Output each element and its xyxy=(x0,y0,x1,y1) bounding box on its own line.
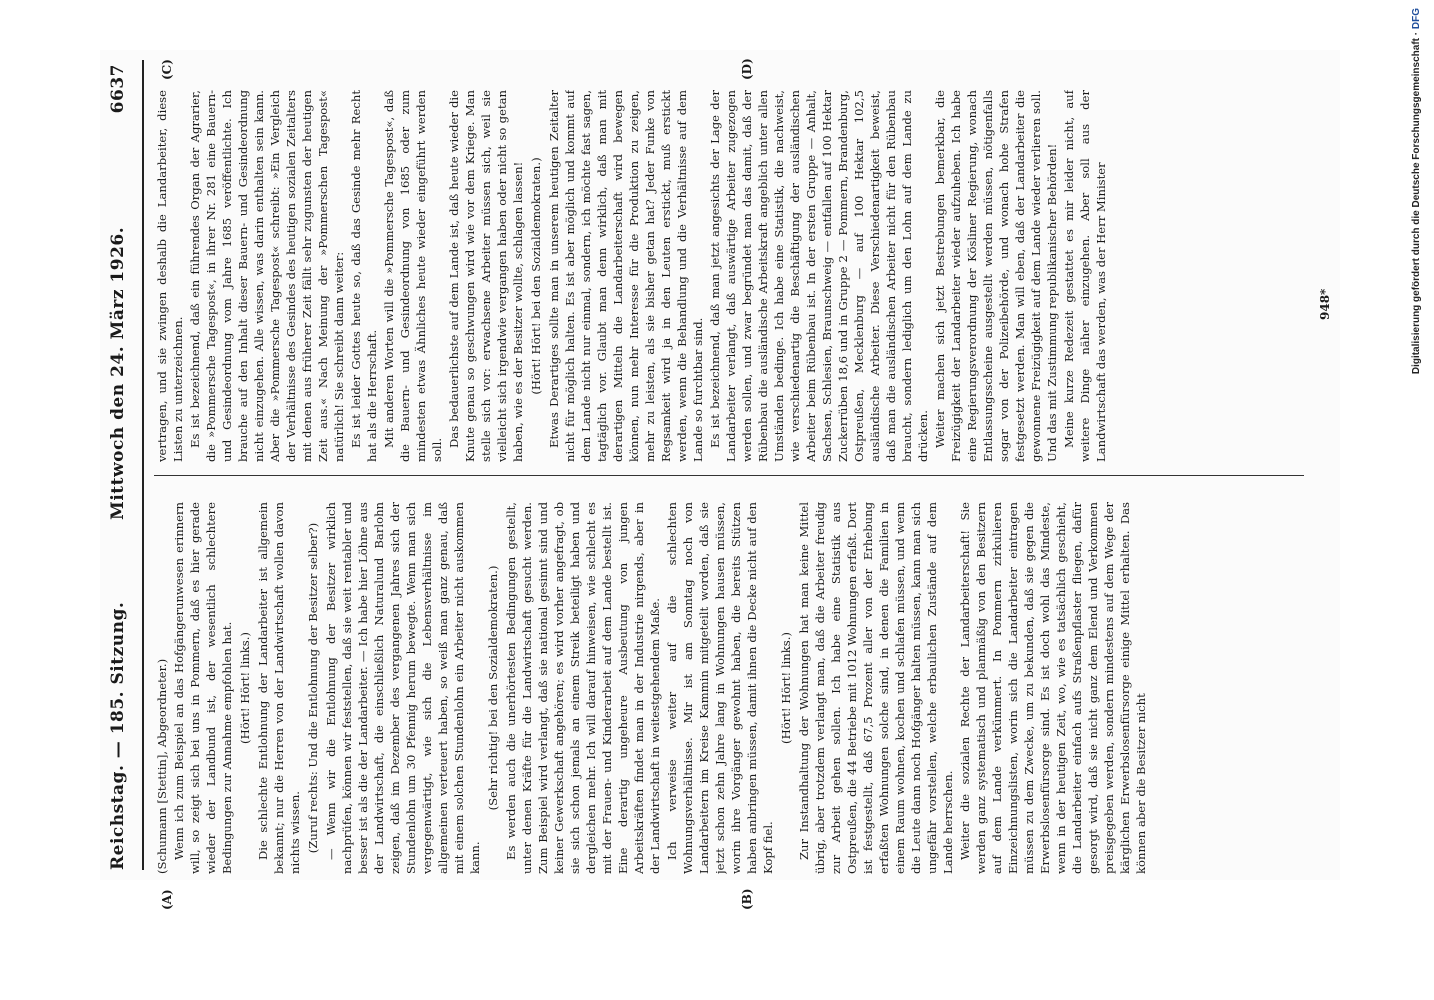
column-divider xyxy=(154,475,1304,476)
dfg-credit xyxy=(1406,8,1428,994)
interjection: (Zuruf rechts: Und die Entlohnung der Besitzer selber?) xyxy=(306,522,320,854)
left-column xyxy=(154,502,1314,874)
paragraph: Meine kurze Redezeit gestattet es mir leider nicht, auf weitere Dinge näher einzugehen. Aber soll aus der Landwirtschaft das werden, was der Herr Minister xyxy=(1062,90,1108,462)
header-left: Reichstag. — 185. Sitzung. xyxy=(108,601,128,870)
interjection: (Sehr richtig! bei den Sozialdemokraten.) xyxy=(486,565,500,811)
paragraph: Es ist bezeichnend, daß ein führendes Organ der Agrarier, die »Pommersche Tagespost«, in ihrer Nr. 281 eine Bauern- und Gesindeordnung vom Jahre 1685 veröffentlichte. Ich brauche auf den Inhalt dieser Bauern- und Gesindeordnung nicht einzugehen. Alle wissen, was darin enthalten sein kann. Aber die »Pommersche Tagespost« schreibt: »Ein Vergleich der Verhältnisse des Gesindes des heutigen sozialen Zeitalters mit denen aus früherer Zeit fällt sehr zugunsten der heutigen Zeit aus.« Nach Meinung der »Pommerschen Tagespost« natürlich! Sie schreibt dann weiter: xyxy=(188,90,346,462)
header-rule xyxy=(142,60,144,870)
dfg-credit-text: Digitalisierung gefördert durch die Deutsche Forschungsgemeinschaft · xyxy=(1411,29,1422,375)
paragraph: vertragen, und sie zwingen deshalb die Landarbeiter, diese Listen zu unterzeichnen. xyxy=(155,90,185,462)
header-date: Mittwoch den 24. März 1926. xyxy=(108,226,128,520)
margin-mark-a: (A) xyxy=(160,889,174,910)
paragraph: Weiter machen sich jetzt Bestrebungen bemerkbar, die Freizügigkeit der Landarbeiter wieder aufzuheben. Ich habe eine Regierungsverordnung der Kösliner Regierung, wonach Entlassungsscheine ausgestellt werden müssen, nötigenfalls sogar von der Polizeibehörde, und wonach hohe Strafen festgesetzt werden. Man will eben, daß der Landarbeiter die gewonnene Freizügigkeit auf dem Lande wieder verlieren soll. Und das mit Zustimmung republikanischer Behörden! xyxy=(933,90,1059,462)
margin-mark-c: (C) xyxy=(160,59,174,80)
paragraph: Weiter die sozialen Rechte der Landarbeiterschaft! Sie werden ganz systematisch und planmäßig von den Besitzern auf dem Lande verkümmert. In Pommern zirkulieren Einzeichnungslisten, worin sich die Landarbeiter eintragen müssen zu dem Zwecke, um zu bekunden, daß sie gegen die Erwerbslosenfürsorge sind. Es ist doch wohl das Mindeste, wenn in der heutigen Zeit, wo, wie es tatsächlich geschieht, die Landarbeiter einfach aufs Straßenpflaster fliegen, dafür gesorgt wird, daß sie nicht ganz dem Elend und Verkommen preisgegeben werden, sondern mindestens auf dem Wege der kärglichen Erwerbslosenfürsorge einige Mittel erhalten. Das können aber die Besitzer nicht xyxy=(958,502,1148,874)
paragraph: Es werden auch die unerhörtesten Bedingungen gestellt, unter denen Kräfte für die Landwirtschaft gesucht werden. Zum Beispiel wird verlangt, daß sie national gesinnt sind und keiner Gewerkschaft angehören; es wird vorher angefragt, ob sie sich schon jemals an einem Streik beteiligt haben und dergleichen mehr. Ich will darauf hinweisen, wie schlecht es mit der Frauen- und Kinderarbeit auf dem Lande bestellt ist. Eine derartig ungeheure Ausbeutung von jungen Arbeitskräften findet man in der Industrie nirgends, aber in der Landwirtschaft in weitestgehendem Maße. xyxy=(504,502,662,874)
paragraph: Etwas Derartiges sollte man in unserem heutigen Zeitalter nicht für möglich halten. Es ist aber möglich und kommt auf dem Lande nicht nur einmal, sondern, ich möchte fast sagen, tagtäglich vor. Glaubt man denn wirklich, daß man mit derartigen Mitteln die Landarbeiterschaft wird bewegen können, nun mehr Interesse für die Produktion zu zeigen, mehr zu leisten, als sie bisher getan hat? Jeder Funke von Regsamkeit wird ja in den Leuten erstickt, muß erstickt werden, wenn die Behandlung und die Verhältnisse auf dem Lande so furchtbar sind. xyxy=(547,90,705,462)
paragraph: — Wenn wir die Entlohnung der Besitzer wirklich nachprüfen, können wir feststellen, daß sie weit rentabler und besser ist als die der Landarbeiter. — Ich habe hier Löhne aus der Landwirtschaft, die einschließlich Naturalund Barlohn zeigen, daß im Dezember des vergangenen Jahres sich der Stundenlohn um 30 Pfennig herum bewegte. Wenn man sich vergegenwärtigt, wie sich die Lebensverhältnisse im allgemeinen verteuert haben, so weiß man ganz genau, daß mit einem solchen Stundenlohn ein Arbeiter nicht auskommen kann. xyxy=(324,502,482,874)
paragraph: Die schlechte Entlohnung der Landarbeiter ist allgemein bekannt; nur die Herren von der Landwirtschaft wollen davon nichts wissen. xyxy=(256,502,302,874)
paragraph: Das bedauerlichste auf dem Lande ist, daß heute wieder die Knute genau so geschwungen wird wie vor dem Kriege. Man stelle sich vor: erwachsene Arbeiter müssen sich, weil sie vielleicht sich irgendwie vergangen haben oder nicht so getan haben, wie es der Besitzer wollte, schlagen lassen! xyxy=(447,90,525,462)
right-column xyxy=(154,90,1314,462)
dfg-logo: DFG xyxy=(1411,8,1422,30)
paragraph: Ich verweise weiter auf die schlechten Wohnungsverhältnisse. Mir ist am Sonntag noch von Landarbeitern im Kreise Kammin mitgeteilt worden, daß sie jetzt schon zehn Jahre lang in Wohnungen hausen müssen, worin ihre Vorgänger gewohnt haben, die bereits Stützen haben anbringen müssen, damit ihnen die Decke nicht auf den Kopf fiel. xyxy=(665,502,775,874)
margin-mark-b: (B) xyxy=(740,888,754,910)
speaker-line: (Schumann [Stettin], Abgeordneter.) xyxy=(155,658,169,874)
interjection: (Hört! Hört! links.) xyxy=(238,632,252,744)
quote: Es ist leider Gottes heute so, daß das Gesinde mehr Recht hat als die Herrschaft. xyxy=(349,90,379,462)
interjection: (Hört! Hört! bei den Sozialdemokraten.) xyxy=(529,157,543,395)
paragraph: Wenn ich zum Beispiel an das Hofgängerunwesen erinnern will, so zeigt sich bei uns in Pommern, daß es hier gerade wieder der Landbund ist, der wesentlich schlechtere Bedingungen zur Annahme empfohlen hat. xyxy=(172,502,234,874)
scanned-page xyxy=(100,50,1340,910)
paragraph: Zur Instandhaltung der Wohnungen hat man keine Mittel übrig, aber trotzdem verlangt man, daß die Arbeiter freudig zur Arbeit gehen sollen. Ich habe eine Statistik aus Ostpreußen, die 44 Betriebe mit 1012 Wohnungen erfaßt. Dort ist festgestellt, daß 67,5 Prozent aller von der Erhebung erfaßten Wohnungen solche sind, in denen die Familien in einem Raum wohnen, kochen und schlafen müssen, und wenn die Leute dann noch Hofgänger halten müssen, kann man sich ungefähr vorstellen, welche erbaulichen Zustände auf dem Lande herrschen. xyxy=(797,502,955,874)
page-number: 6637 xyxy=(108,64,128,114)
margin-mark-d: (D) xyxy=(740,58,754,80)
interjection: (Hört! Hört! links.) xyxy=(779,632,793,744)
paragraph: Es ist bezeichnend, daß man jetzt angesichts der Lage der Landarbeiter verlangt, daß auswärtige Arbeiter zugezogen werden sollen, und zwar begründet man das damit, daß der Rübenbau die ausländische Arbeitskraft angeblich unter allen Umständen bedinge. Ich habe eine Statistik, die nachweist, wie verschiedenartig die Beschäftigung der ausländischen Arbeiter beim Rübenbau ist. In der ersten Gruppe — Anhalt, Sachsen, Schlesien, Braunschweig — entfallen auf 100 Hektar Zuckerrüben 18,6 und in Gruppe 2 — Pommern, Brandenburg, Ostpreußen, Mecklenburg — auf 100 Hektar 102,5 ausländische Arbeiter. Diese Verschiedenartigkeit beweist, daß man die ausländischen Arbeiter nicht für den Rübenbau braucht, sondern lediglich um den Lohn auf dem Lande zu drücken. xyxy=(708,90,930,462)
page-footer: 948* xyxy=(1318,288,1332,320)
paragraph: Mit anderen Worten will die »Pommersche Tagespost«, daß die Bauern- und Gesindeordnung von 1685 oder zum mindesten etwas Ähnliches heute wieder eingeführt werden soll. xyxy=(382,90,444,462)
